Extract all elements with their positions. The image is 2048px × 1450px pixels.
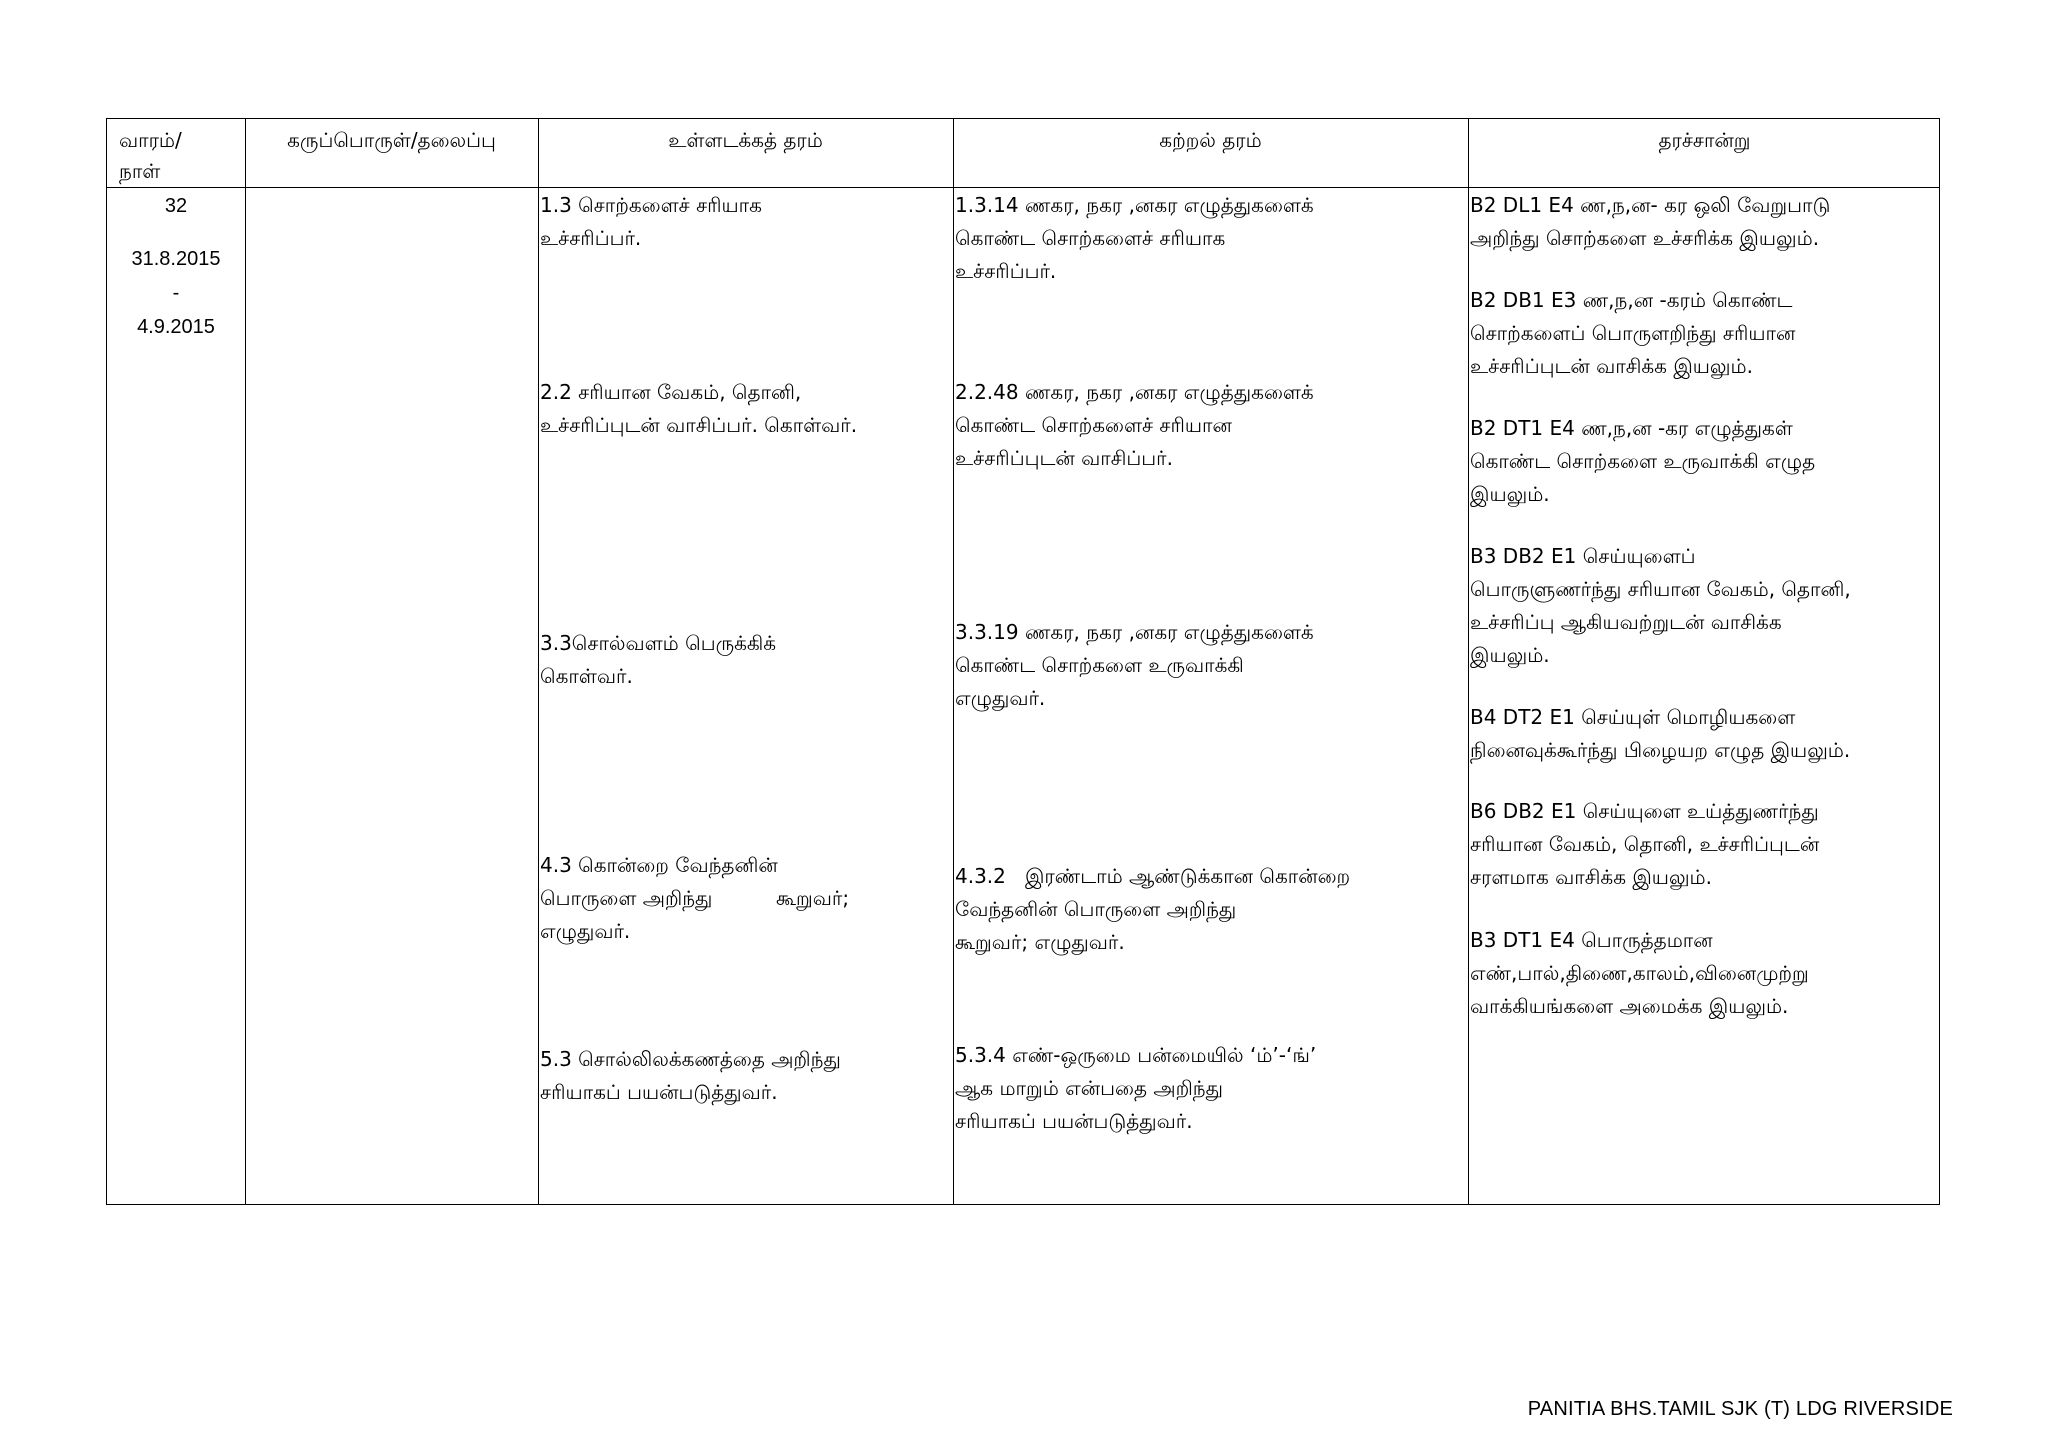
- footer-label: PANITIA BHS.TAMIL SJK (T) LDG RIVERSIDE: [1527, 1398, 1953, 1420]
- learning-standard-item: 1.3.14 ணகர, நகர ,னகர எழுத்துகளைக் கொண்ட சொற்களைச் சரியாக உச்சரிப்பர்.: [955, 193, 1314, 283]
- column-divider: [1468, 119, 1469, 1204]
- learning-standard-item: 5.3.4 எண்-ஒருமை பன்மையில் ‘ம்’-‘ங்’ ஆக மாறும் என்பதை அறிந்து சரியாகப் பயன்படுத்துவர்.: [955, 1043, 1317, 1133]
- content-standard-item: 5.3 சொல்லிலக்கணத்தை அறிந்து சரியாகப் பயன்படுத்துவர்.: [540, 1047, 841, 1104]
- header-theme-title: கருப்பொருள்/தலைப்பு: [287, 128, 496, 152]
- header-week-day: வாரம்/ நாள்: [119, 128, 182, 183]
- week-number: 32: [164, 195, 188, 217]
- performance-standard-item: B4 DT2 E1 செய்யுள் மொழியகளை நினைவுக்கூர்ந்து பிழையற எழுத இயலும்.: [1470, 705, 1851, 762]
- performance-standard-item: B3 DT1 E4 பொருத்தமான எண்,பால்,திணை,காலம்,வினைமுற்று வாக்கியங்களை அமைக்க இயலும்.: [1470, 928, 1809, 1018]
- performance-standard-item: B6 DB2 E1 செய்யுளை உய்த்துணர்ந்து சரியான வேகம், தொனி, உச்சரிப்புடன் சரளமாக வாசிக்க இயலும்.: [1470, 799, 1820, 889]
- header-content-standard: உள்ளடக்கத் தரம்: [668, 128, 823, 152]
- date-end: 4.9.2015: [137, 316, 215, 338]
- header-divider: [107, 187, 1939, 188]
- header-performance-standard: தரச்சான்று: [1658, 128, 1751, 152]
- performance-standard-item: B2 DB1 E3 ண,ந,ன -கரம் கொண்ட சொற்களைப் பொருளறிந்து சரியான உச்சரிப்புடன் வாசிக்க இயலும்.: [1470, 288, 1796, 378]
- content-standard-item: 3.3சொல்வளம் பெருக்கிக் கொள்வர்.: [540, 631, 777, 688]
- column-divider: [538, 119, 539, 1204]
- header-learning-standard: கற்றல் தரம்: [1159, 128, 1262, 152]
- learning-standard-item: 3.3.19 ணகர, நகர ,னகர எழுத்துகளைக் கொண்ட சொற்களை உருவாக்கி எழுதுவர்.: [955, 620, 1314, 710]
- learning-standard-item: 4.3.2 இரண்டாம் ஆண்டுக்கான கொன்றை வேந்தனின் பொருளை அறிந்து கூறுவர்; எழுதுவர்.: [955, 864, 1351, 954]
- content-standard-item: 4.3 கொன்றை வேந்தனின் பொருளை அறிந்து கூறுவர்; எழுதுவர்.: [540, 853, 850, 943]
- performance-standard-item: B3 DB2 E1 செய்யுளைப் பொருளுணர்ந்து சரியான வேகம், தொனி, உச்சரிப்பு ஆகியவற்றுடன் வாசிக்க இயலும்.: [1470, 544, 1851, 667]
- lesson-plan-table: [106, 118, 1940, 1205]
- learning-standard-item: 2.2.48 ணகர, நகர ,னகர எழுத்துகளைக் கொண்ட சொற்களைச் சரியான உச்சரிப்புடன் வாசிப்பர்.: [955, 380, 1314, 470]
- column-divider: [953, 119, 954, 1204]
- content-standard-item: 2.2 சரியான வேகம், தொனி, உச்சரிப்புடன் வாசிப்பர். கொள்வர்.: [540, 380, 858, 437]
- date-separator: -: [172, 282, 180, 304]
- performance-standard-item: B2 DT1 E4 ண,ந,ன -கர எழுத்துகள் கொண்ட சொற்களை உருவாக்கி எழுத இயலும்.: [1470, 416, 1816, 506]
- performance-standard-item: B2 DL1 E4 ண,ந,ன- கர ஒலி வேறுபாடு அறிந்து சொற்களை உச்சரிக்க இயலும்.: [1470, 193, 1831, 250]
- content-standard-item: 1.3 சொற்களைச் சரியாக உச்சரிப்பர்.: [540, 193, 762, 250]
- column-divider: [245, 119, 246, 1204]
- date-start: 31.8.2015: [131, 248, 221, 270]
